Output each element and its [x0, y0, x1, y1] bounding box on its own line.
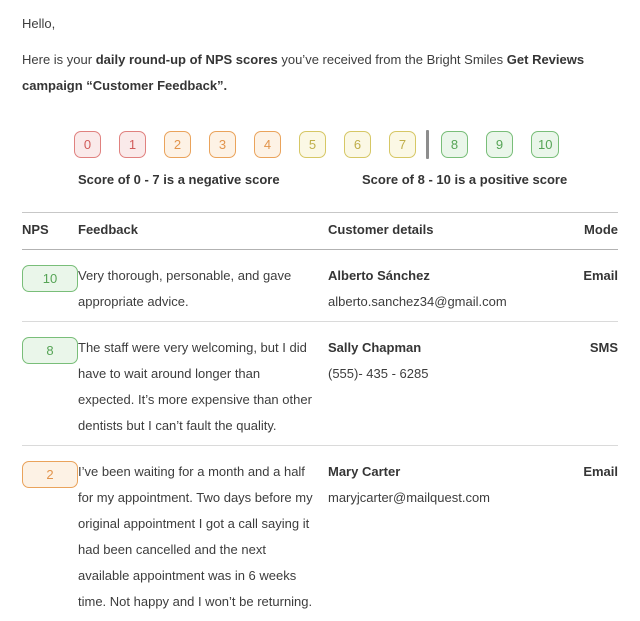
table-row	[22, 446, 618, 621]
feedback-text: Very thorough, personable, and gave appropriate advice.	[78, 268, 292, 309]
nps-score-cell	[22, 335, 78, 439]
table-header-row	[22, 212, 618, 250]
column-header-feedback: Feedback	[78, 222, 138, 237]
customer-details-cell	[328, 335, 560, 439]
nps-score-cell	[22, 263, 78, 315]
positive-score-label: Score of 8 - 10 is a positive score	[362, 172, 568, 187]
intro-part1: Here is your	[22, 52, 96, 67]
table-row	[22, 250, 618, 322]
scale-score-badge-1: 1	[119, 131, 146, 158]
scale-score-badge-5: 5	[299, 131, 326, 158]
scale-score-badge-6: 6	[344, 131, 371, 158]
scale-score-badge-7: 7	[389, 131, 416, 158]
score-group-divider	[426, 130, 429, 159]
intro-part2: you’ve received from the Bright Smiles	[277, 52, 507, 67]
nps-score-badge: 10	[22, 265, 78, 292]
scale-score-badge-0: 0	[74, 131, 101, 158]
nps-score-badge: 8	[22, 337, 78, 364]
column-header-mode: Mode	[584, 222, 618, 237]
customer-name: Alberto Sánchez	[328, 268, 430, 283]
table-body	[22, 250, 618, 621]
scale-score-badge-4: 4	[254, 131, 281, 158]
customer-details-cell	[328, 459, 560, 615]
table-row	[22, 322, 618, 446]
score-scale-legend	[22, 172, 618, 187]
feedback-text: The staff were very welcoming, but I did have to wait around longer than expected. It’s more expensive than other dentists but I can’t fault the quality.	[78, 340, 312, 433]
mode-value: SMS	[589, 340, 618, 355]
positive-score-group	[441, 131, 559, 158]
customer-contact: maryjcarter@mailquest.com	[328, 490, 491, 505]
scale-score-badge-10: 10	[531, 131, 559, 158]
nps-score-scale	[74, 130, 618, 159]
scale-score-badge-3: 3	[209, 131, 236, 158]
column-header-nps: NPS	[22, 222, 49, 237]
feedback-text: I’ve been waiting for a month and a half for my appointment. Two days before my original appointment I got a call saying it had been cancelled and the next available appointment was in 6 weeks time. Not happy and I won’t be returning.	[78, 464, 313, 609]
column-header-customer-details: Customer details	[328, 222, 434, 237]
scale-score-badge-2: 2	[164, 131, 191, 158]
customer-contact: alberto.sanchez34@gmail.com	[328, 294, 507, 309]
greeting-text: Hello,	[22, 16, 56, 31]
mode-value: Email	[583, 464, 618, 479]
intro-bold-campaign: Get Reviews campaign “Customer Feedback”.	[22, 52, 585, 93]
nps-feedback-table	[22, 212, 618, 621]
customer-name: Mary Carter	[328, 464, 401, 479]
intro-paragraph	[22, 47, 598, 99]
customer-contact: (555)- 435 - 6285	[328, 366, 429, 381]
nps-score-cell	[22, 459, 78, 615]
scale-score-badge-9: 9	[486, 131, 513, 158]
negative-score-group	[74, 131, 416, 158]
scale-score-badge-8: 8	[441, 131, 468, 158]
mode-value: Email	[583, 268, 618, 283]
customer-name: Sally Chapman	[328, 340, 422, 355]
negative-score-label: Score of 0 - 7 is a negative score	[78, 172, 280, 187]
customer-details-cell	[328, 263, 560, 315]
intro-bold-roundup: daily round-up of NPS scores	[95, 52, 278, 67]
nps-score-badge: 2	[22, 461, 78, 488]
